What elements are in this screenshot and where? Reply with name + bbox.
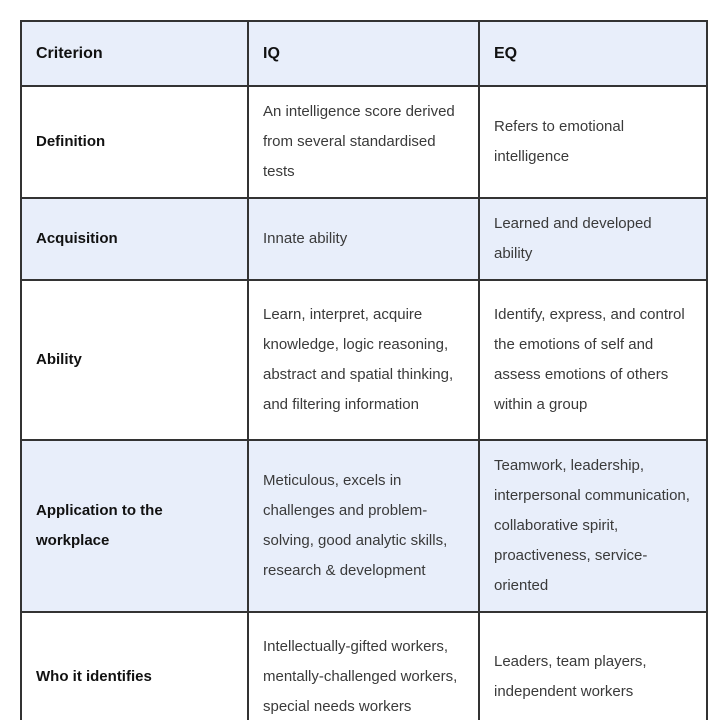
table-row-application	[21, 440, 707, 612]
row-label-ability: Ability	[21, 280, 248, 440]
column-header-criterion: Criterion	[21, 21, 248, 86]
table-row-ability	[21, 280, 707, 440]
row-label-application: Application to the workplace	[21, 440, 248, 612]
cell-acquisition-eq: Learned and developed ability	[479, 198, 707, 280]
cell-who-it-identifies-eq: Leaders, team players, independent workers	[479, 612, 707, 720]
table-row-who-it-identifies	[21, 612, 707, 720]
column-header-iq: IQ	[248, 21, 479, 86]
row-label-acquisition: Acquisition	[21, 198, 248, 280]
table-row-acquisition	[21, 198, 707, 280]
cell-definition-iq: An intelligence score derived from several standardised tests	[248, 86, 479, 198]
cell-who-it-identifies-iq: Intellectually-gifted workers, mentally-challenged workers, special needs workers	[248, 612, 479, 720]
cell-definition-eq: Refers to emotional intelligence	[479, 86, 707, 198]
column-header-eq: EQ	[479, 21, 707, 86]
cell-ability-eq: Identify, express, and control the emotions of self and assess emotions of others within a group	[479, 280, 707, 440]
table-row-definition	[21, 86, 707, 198]
cell-application-eq: Teamwork, leadership, interpersonal communication, collaborative spirit, proactiveness, service-oriented	[479, 440, 707, 612]
cell-ability-iq: Learn, interpret, acquire knowledge, logic reasoning, abstract and spatial thinking, and filtering information	[248, 280, 479, 440]
iq-eq-comparison-table	[20, 20, 708, 720]
cell-application-iq: Meticulous, excels in challenges and problem-solving, good analytic skills, research & development	[248, 440, 479, 612]
table-header-row	[21, 21, 707, 86]
cell-acquisition-iq: Innate ability	[248, 198, 479, 280]
row-label-who-it-identifies: Who it identifies	[21, 612, 248, 720]
row-label-definition: Definition	[21, 86, 248, 198]
